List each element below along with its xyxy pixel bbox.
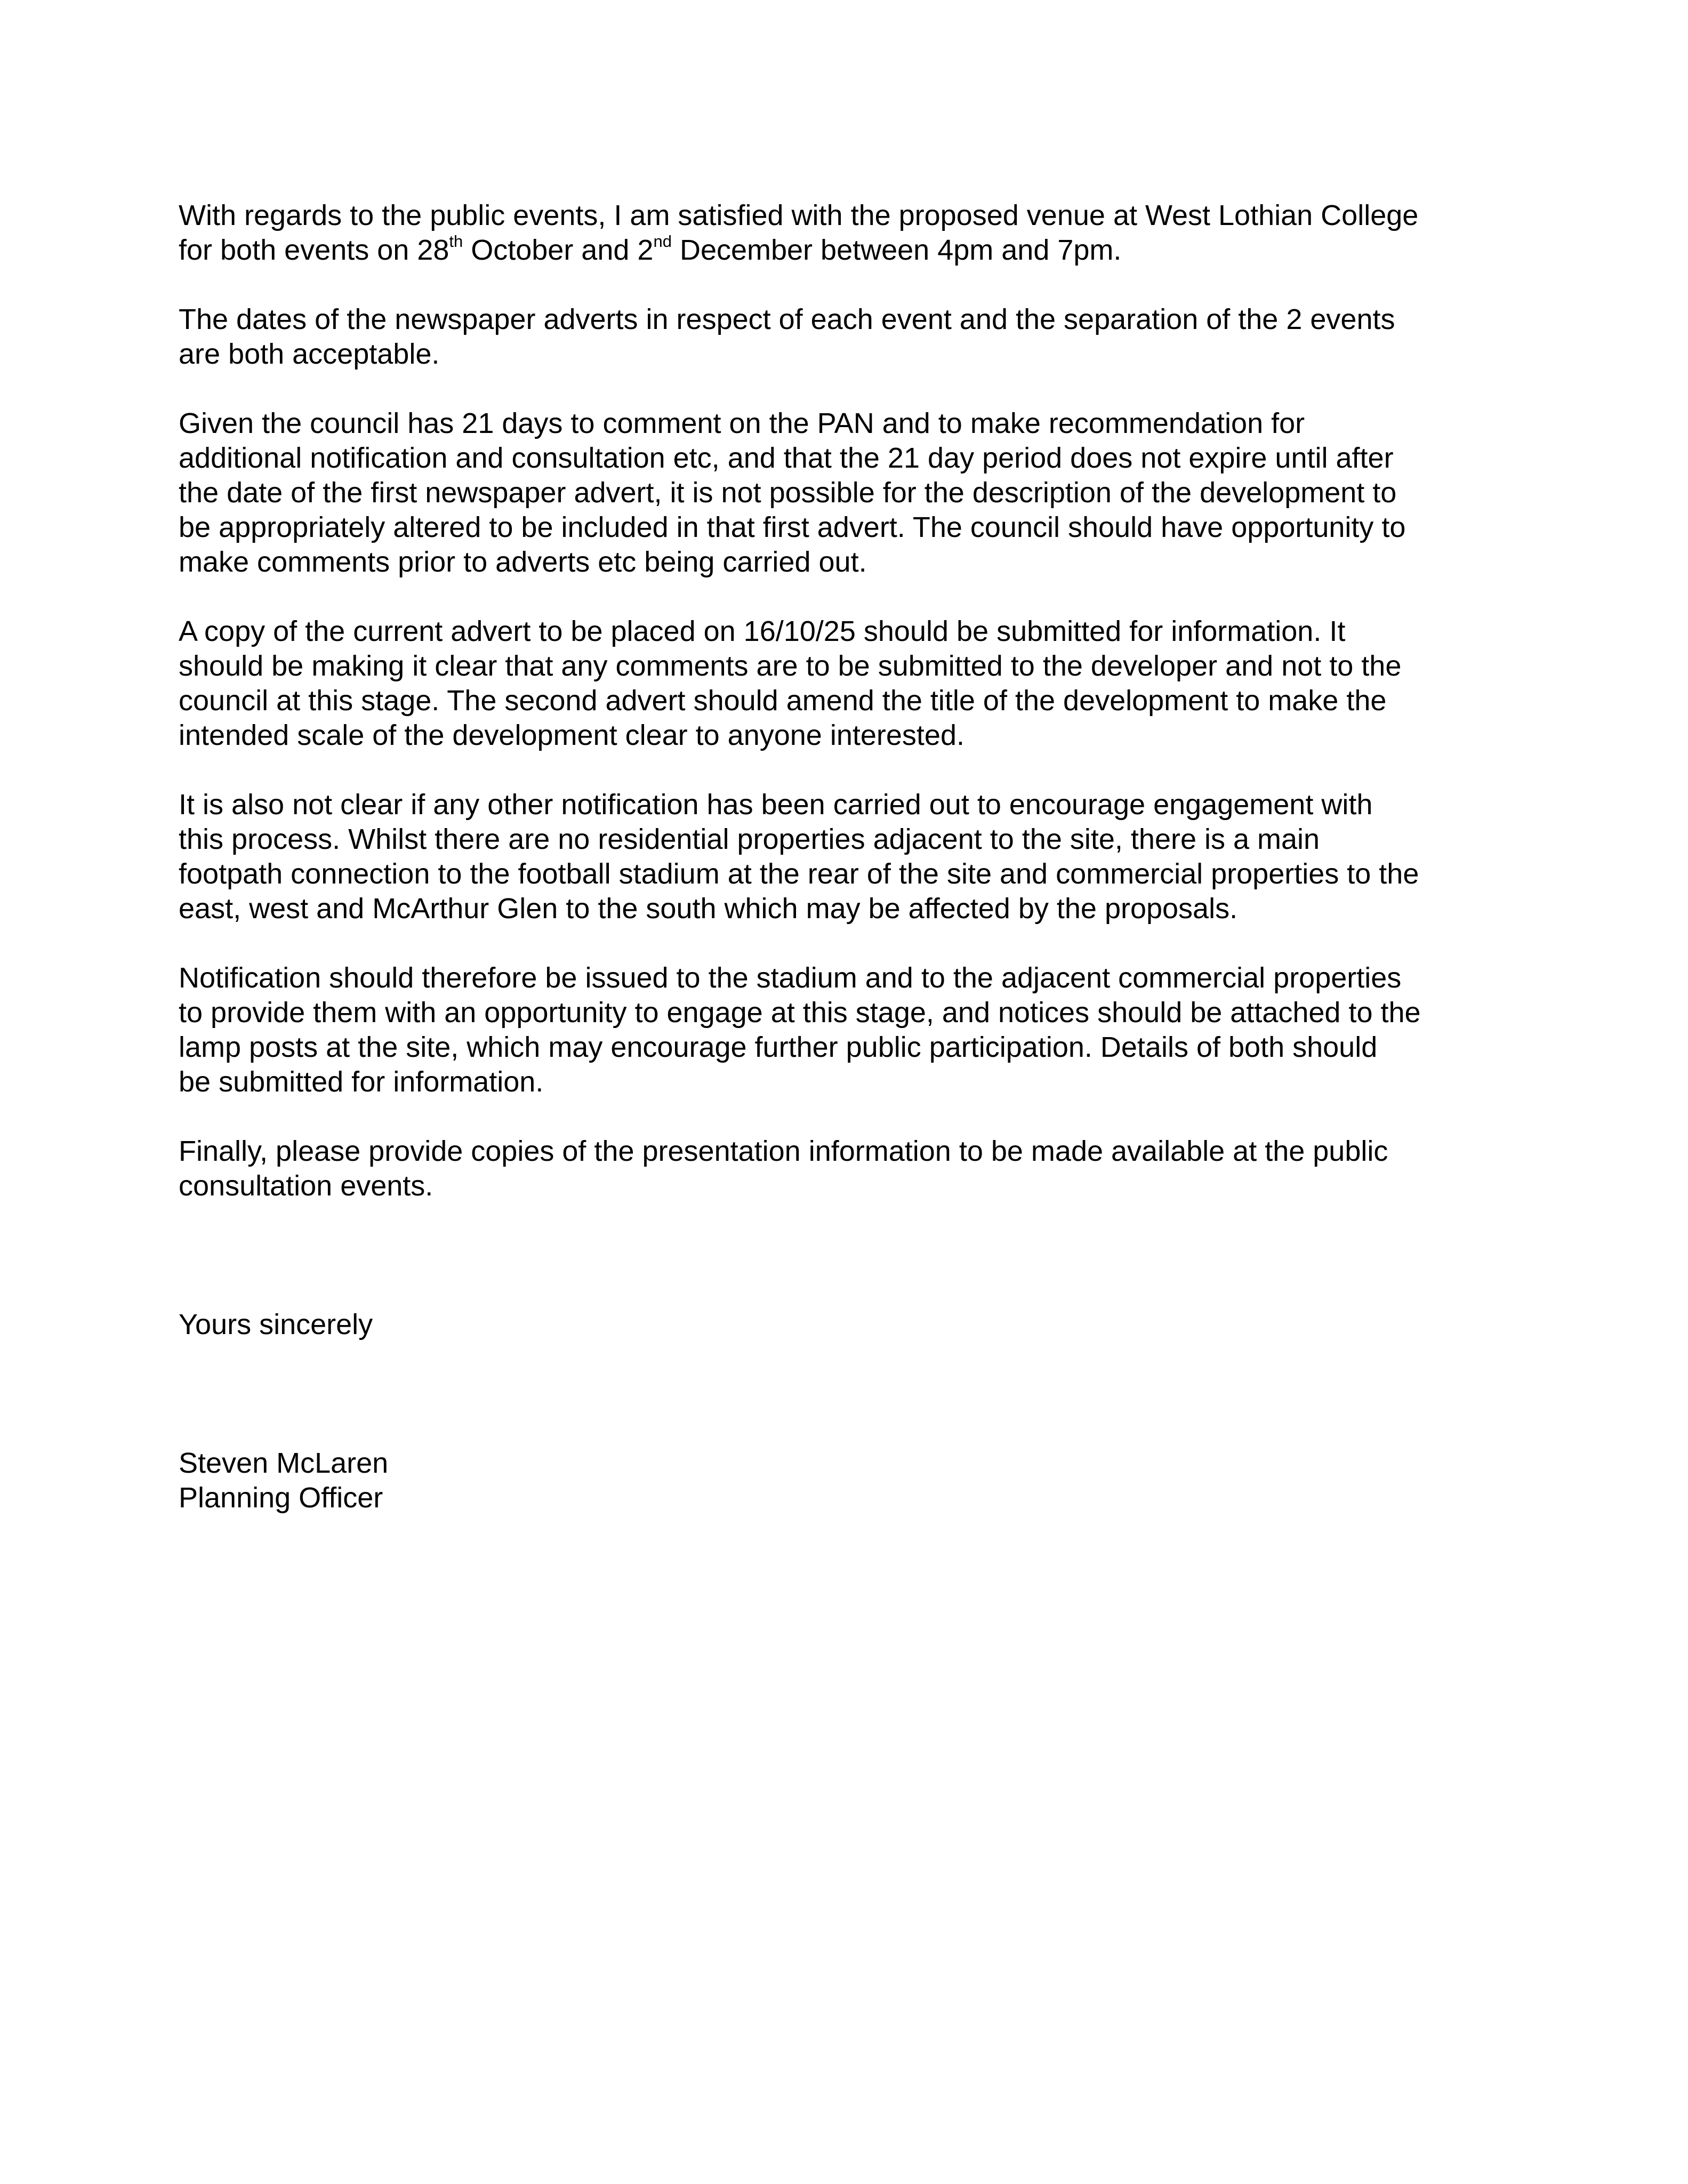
paragraph-text: October and 2 [463, 234, 654, 266]
paragraph-newspaper-dates: The dates of the newspaper adverts in respect of each event and the separation of the 2 events are both acceptable. [179, 303, 1395, 370]
closing-salutation: Yours sincerely [179, 1308, 373, 1340]
paragraph-public-events [179, 198, 1512, 268]
letter-body [179, 198, 1512, 1515]
signatory-name: Steven McLaren [179, 1447, 389, 1479]
signatory-title: Planning Officer [179, 1482, 383, 1514]
signature-block [179, 1446, 1512, 1515]
paragraph-text: With regards to the public events, I am satisfied with the proposed venue at West Lothian College for both events on 28 [179, 199, 1419, 266]
paragraph-presentation-info: Finally, please provide copies of the presentation information to be made available at the public consultation events. [179, 1135, 1388, 1202]
ordinal-suffix: th [449, 232, 463, 251]
paragraph-other-notification: It is also not clear if any other notification has been carried out to encourage engagement with this process. Whilst there are no residential properties adjacent to the site, there is a main footpath connection to the football stadium at the rear of the site and commercial properties to the east, west and McArthur Glen to the south which may be affected by the proposals. [179, 789, 1419, 925]
ordinal-suffix: nd [653, 232, 672, 251]
paragraph-notification-required: Notification should therefore be issued to the stadium and to the adjacent commercial properties to provide them with an opportunity to engage at this stage, and notices should be attached to the lamp posts at the site, which may encourage further public participation. Details of both should be submitted for information. [179, 962, 1421, 1098]
paragraph-current-advert: A copy of the current advert to be placed on 16/10/25 should be submitted for information. It should be making it clear that any comments are to be submitted to the developer and not to the council at this stage. The second advert should amend the title of the development to make the intended scale of the development clear to anyone interested. [179, 615, 1402, 751]
paragraph-council-comment-period: Given the council has 21 days to comment on the PAN and to make recommendation for additional notification and consultation etc, and that the 21 day period does not expire until after the date of the first newspaper advert, it is not possible for the description of the development to be appropriately altered to be included in that first advert. The council should have opportunity to make comments prior to adverts etc being carried out. [179, 407, 1406, 578]
paragraph-text: December between 4pm and 7pm. [671, 234, 1122, 266]
